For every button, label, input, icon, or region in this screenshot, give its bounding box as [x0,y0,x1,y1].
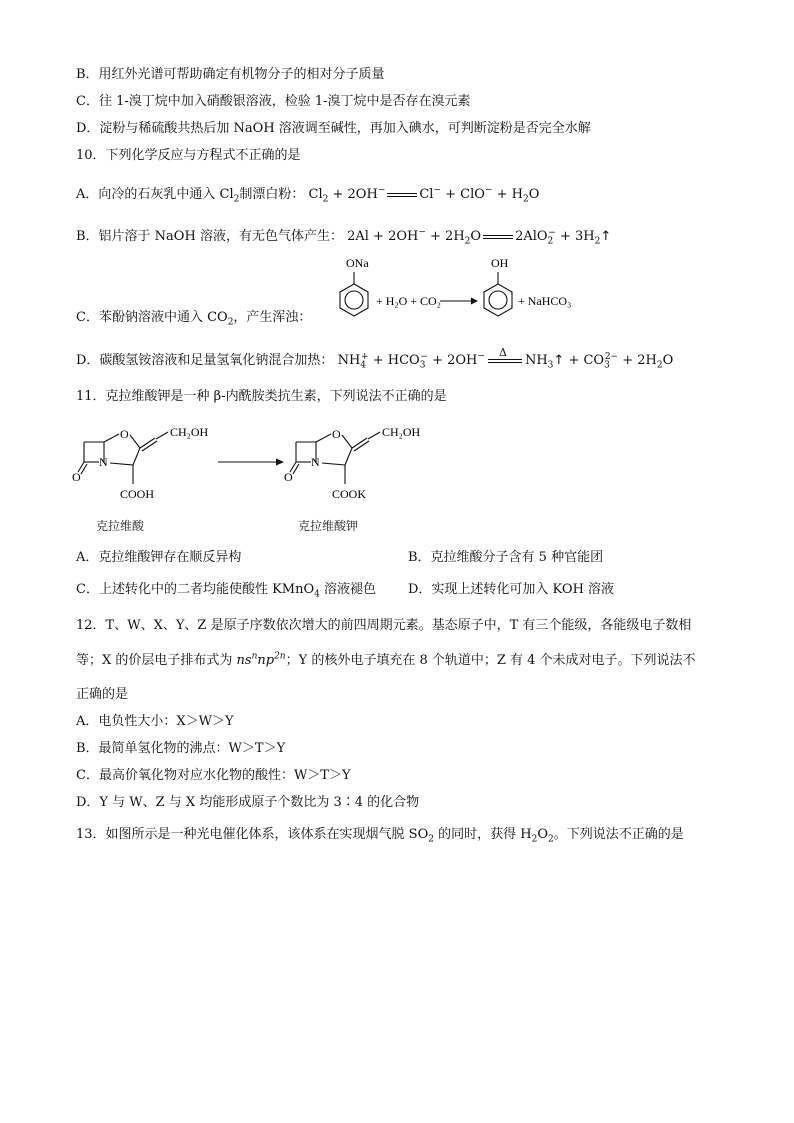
kmno4-formula: KMnO$_4$ [272,582,320,600]
q10-option-d: D．碳酸氢铵溶液和足量氢氧化钠混合加热： $NH_4^+ + HCO_3^- + 2OH^-$ Δ $NH_3↑ + CO_3^{2-} + 2H_2O$ [76,345,674,371]
svg-text:CH₂OH: CH₂OH [382,425,421,439]
label-clavulanic-acid: 克拉维酸 [96,519,145,533]
q12-stem-line2: 等；X 的价层电子排布式为 $ns^nnp^{2n}$；Y 的核外电子填充在 8 个轨道中；Z 有 4 个未成对电子。下列说法不 [76,651,696,668]
clavulanic-acid-structure [72,425,209,501]
svg-text:OH: OH [491,256,509,270]
q10-c-reaction-diagram [318,254,598,329]
electron-config: $ns^nnp^{2n}$ [236,651,286,668]
q11-option-b: B．克拉维酸分子含有 5 种官能团 [408,550,604,565]
q9-option-d: D．淀粉与稀硫酸共热后加 NaOH 溶液调至碱性，再加入碘水，可判断淀粉是否完全水解 [76,121,591,136]
svg-text:CH₂OH: CH₂OH [170,425,209,439]
q12-option-b: B．最简单氢化物的沸点：W＞T＞Y [76,741,286,756]
q10-option-b: B．铝片溶于 NaOH 溶液，有无色气体产生： $2Al + 2OH^- + 2H_2O$ $2AlO_2^- + 3H_2↑$ [76,227,612,247]
q10-d-equation: $NH_4^+ + HCO_3^- + 2OH^-$ Δ $NH_3↑ + CO_3^{2-} + 2H_2O$ [337,345,674,371]
svg-text:N: N [311,455,320,469]
svg-text:+ H₂O + CO₂: + H₂O + CO₂ [376,294,441,308]
q12-option-a: A．电负性大小：X＞W＞Y [76,714,234,729]
q11-option-c: C．上述转化中的二者均能使酸性 KMnO$_4$ 溶液褪色 [76,582,377,600]
q11-option-a: A．克拉维酸钾存在顺反异构 [76,550,242,565]
label-potassium-clavulanate: 克拉维酸钾 [298,519,359,533]
q12-option-d: D．Y 与 W、Z 与 X 均能形成原子个数比为 3∶4 的化合物 [76,795,420,810]
sodium-phenoxide-structure [340,256,369,316]
potassium-clavulanate-structure [284,425,421,501]
q12-stem-line1: 12．T、W、X、Y、Z 是原子序数依次增大的前四周期元素。基态原子中，T 有三个能级，各能级电子数相 [76,618,692,633]
svg-text:O: O [120,427,129,441]
svg-text:N: N [99,455,108,469]
q9-option-c: C．往 1-溴丁烷中加入硝酸银溶液，检验 1-溴丁烷中是否存在溴元素 [76,94,471,109]
q12-stem-line3: 正确的是 [76,687,129,702]
q11-stem: 11．克拉维酸钾是一种 β-内酰胺类抗生素，下列说法不正确的是 [76,389,447,404]
q11-option-d: D．实现上述转化可加入 KOH 溶液 [408,582,615,597]
q10-a-equation: $Cl_2 + 2OH^-$ $Cl^- + ClO^- + H_2O$ [308,185,540,205]
phenol-structure [484,256,512,316]
q9-option-b: B．用红外光谱可帮助确定有机物分子的相对分子质量 [76,67,385,82]
svg-text:ONa: ONa [346,256,369,270]
svg-text:COOH: COOH [120,487,155,501]
q10-stem: 10．下列化学反应与方程式不正确的是 [76,148,301,163]
q12-option-c: C．最高价氧化物对应水化物的酸性：W＞T＞Y [76,768,351,783]
q10-option-c: C．苯酚钠溶液中通入 $CO_2$，产生浑浊： [76,310,312,328]
q10-option-a: A．向冷的石灰乳中通入 $Cl_2$制漂白粉： $Cl_2 + 2OH^-$ $Cl^- + ClO^- + H_2O$ [76,185,540,205]
svg-text:+ NaHCO₃: + NaHCO₃ [518,294,572,308]
q10-b-equation: $2Al + 2OH^- + 2H_2O$ $2AlO_2^- + 3H_2↑$ [347,227,612,247]
q13-stem: 13．如图所示是一种光电催化体系，该体系在实现烟气脱 $SO_2$ 的同时，获得 $H_2O_2$。下列说法不正确的是 [76,827,684,845]
svg-text:COOK: COOK [332,487,367,501]
svg-text:O: O [332,427,341,441]
svg-text:O: O [72,470,81,484]
svg-text:O: O [284,470,293,484]
